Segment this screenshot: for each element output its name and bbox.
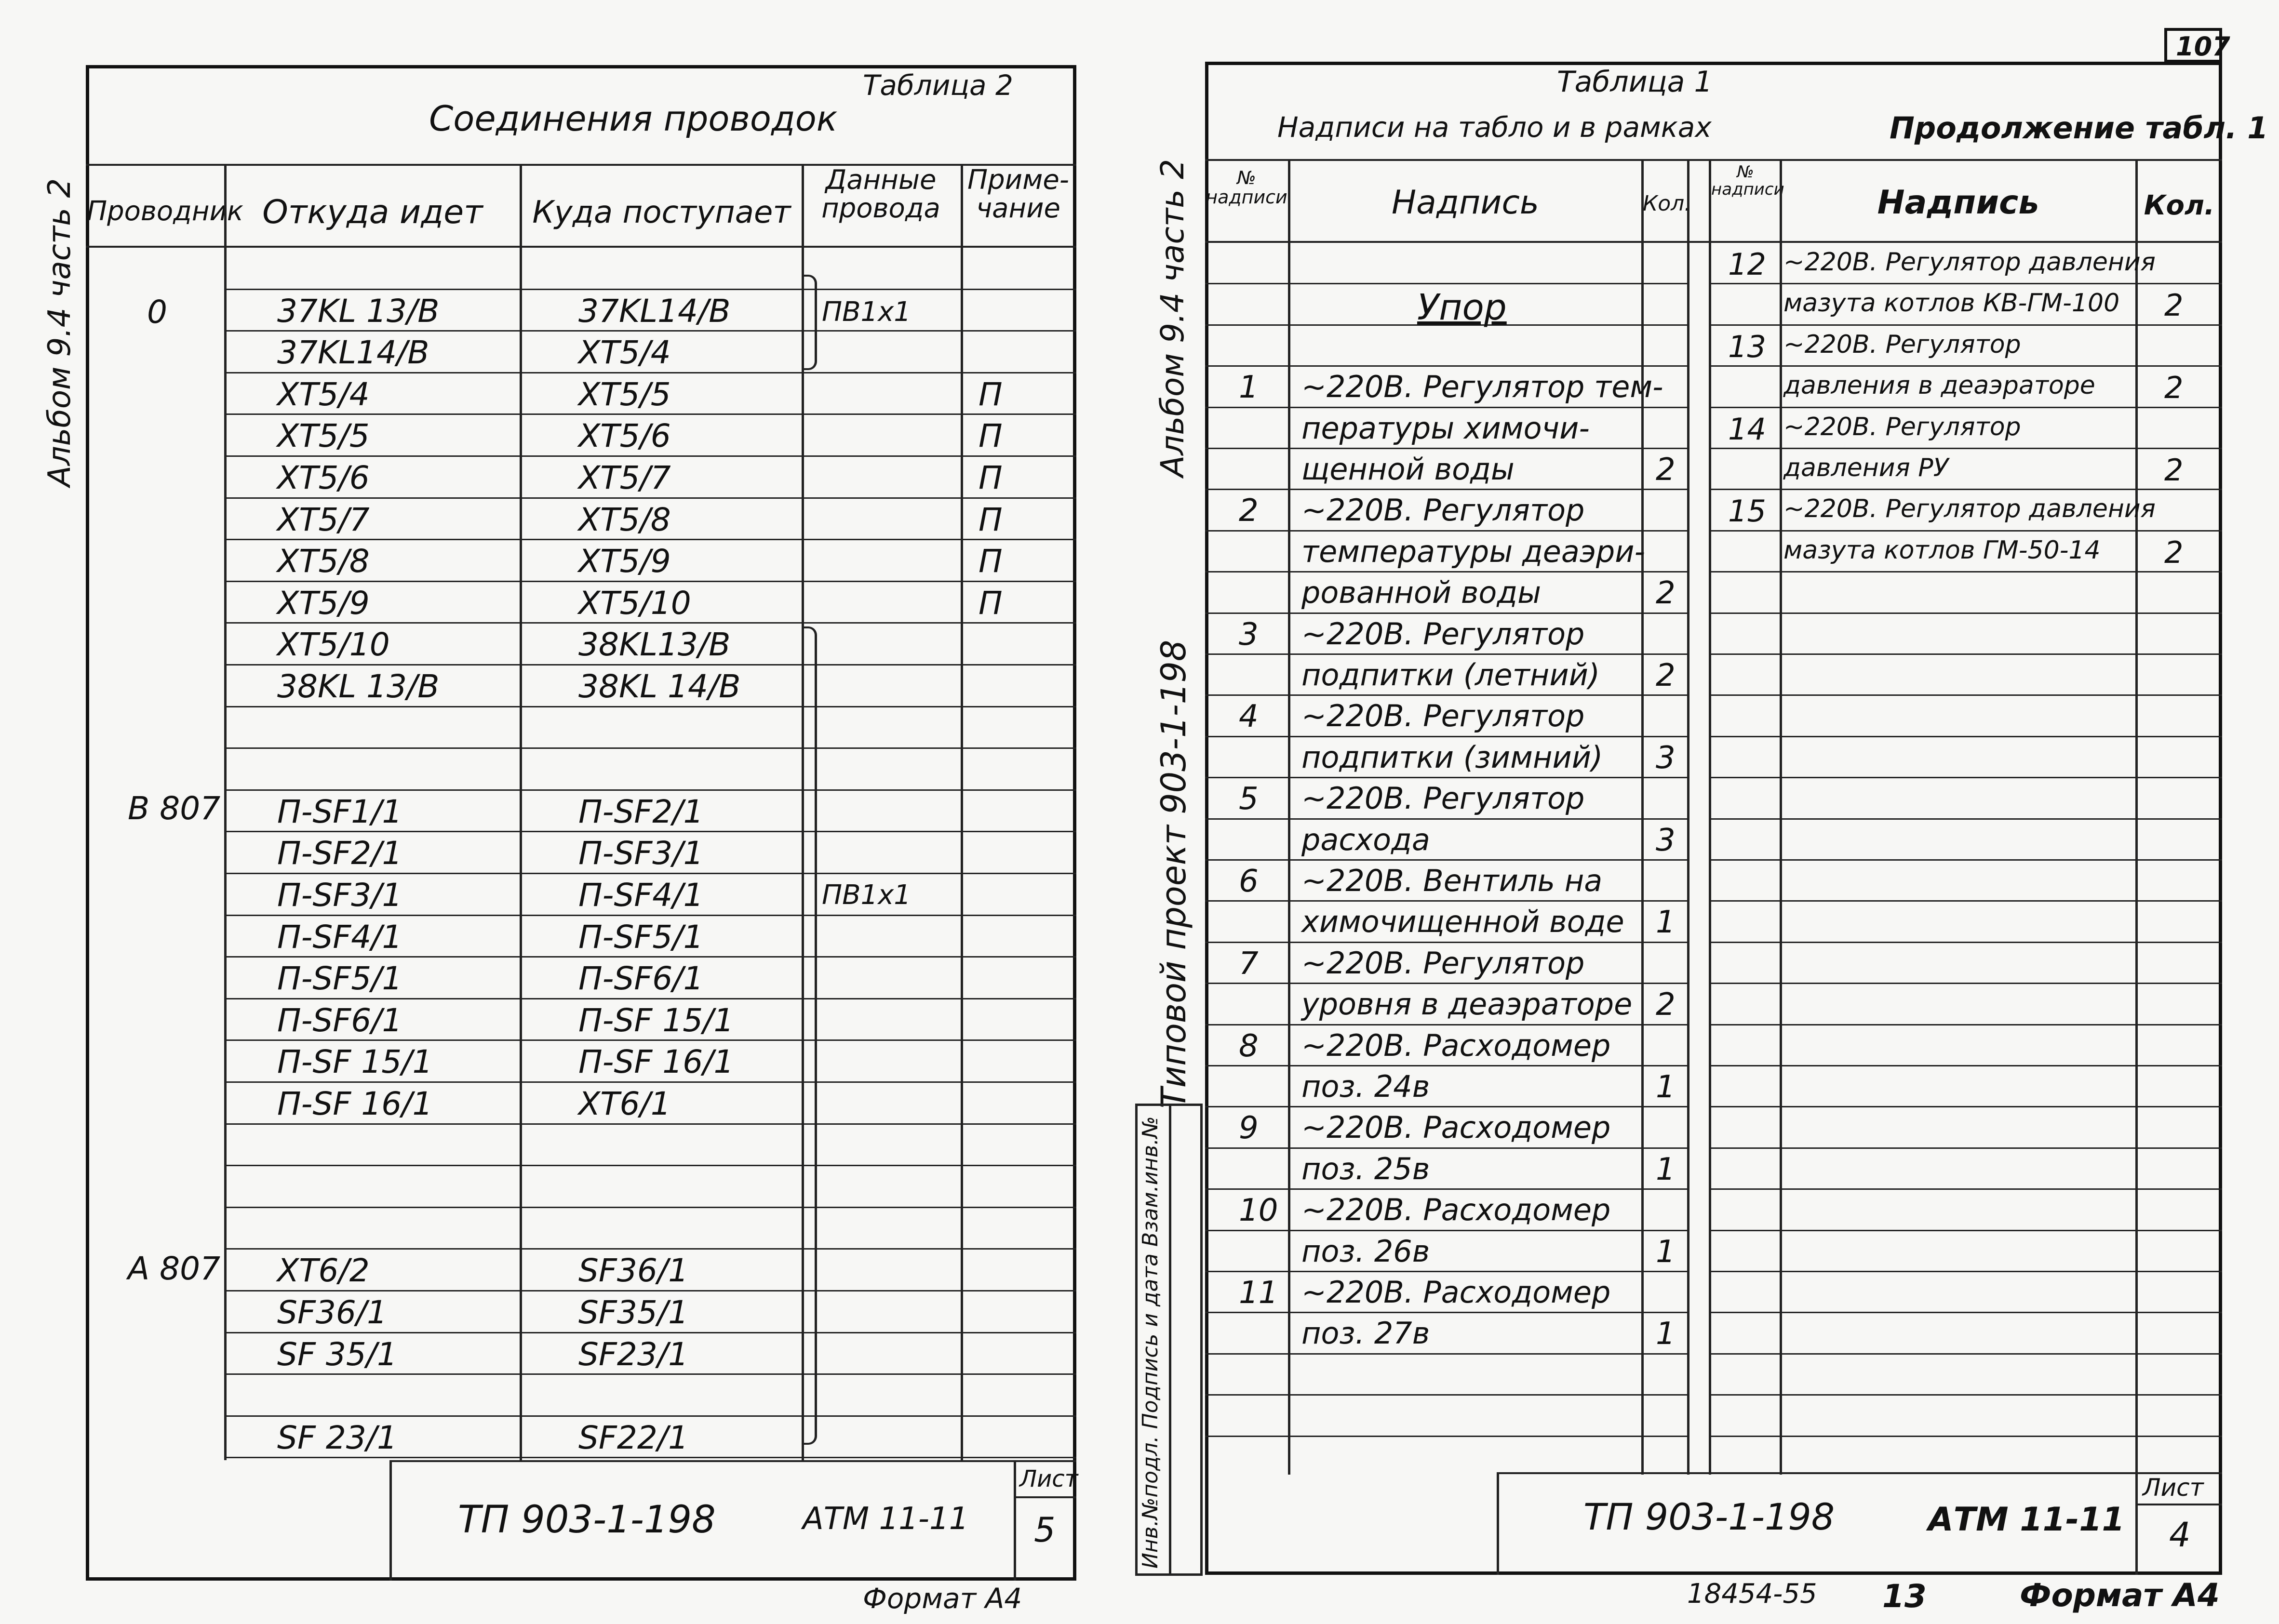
t2-row-5-text: давления РУ (1783, 453, 1949, 482)
t1-row-4-text: пературы химочи- (1301, 411, 1590, 446)
left-stamp-sheet-sep (1014, 1496, 1076, 1498)
wire-brace-1 (804, 275, 817, 370)
row-line (1709, 859, 2222, 861)
left-stamp-sheet-line (1014, 1460, 1016, 1581)
table-row-25-from: SF36/1 (277, 1294, 388, 1331)
right-stamp-sheet-number: 4 (2169, 1515, 2191, 1555)
table-row-19-from: П-SF 15/1 (277, 1043, 433, 1080)
t1-row-12-qty: 3 (1656, 740, 1676, 776)
row-line (1205, 571, 1687, 572)
table-row-4-to: XT5/6 (578, 417, 671, 454)
row-line (224, 1415, 1076, 1417)
row-line (224, 1290, 1076, 1291)
table-row-8-from: XT5/9 (277, 585, 370, 622)
right-header-top-line (1205, 159, 2222, 161)
row-line (224, 1207, 1076, 1208)
row-line (224, 1039, 1076, 1041)
table-row-14-to: П-SF3/1 (578, 835, 704, 872)
table-row-3-from: XT5/4 (277, 376, 370, 413)
row-line (224, 330, 1076, 332)
right-stamp-top-line (1497, 1472, 2222, 1474)
t1-row-15-text: ~220В. Вентиль на (1301, 863, 1603, 898)
right-table-caption: Таблица 1 (1557, 65, 1713, 99)
t2-row-6-num: 15 (1728, 493, 1766, 529)
col-header-wire: Данные провода (821, 164, 940, 224)
row-line (224, 539, 1076, 540)
table-row-4-note: П (979, 417, 1003, 454)
right-stamp-sheet-line (2135, 1472, 2138, 1575)
table-row-5-to: XT5/7 (578, 459, 671, 496)
row-line (224, 497, 1076, 499)
row-line (1205, 983, 1687, 984)
t1-row-16-qty: 1 (1656, 905, 1676, 940)
t1-row-25-num: 11 (1239, 1275, 1278, 1311)
table-row-4-from: XT5/5 (277, 417, 370, 454)
table-row-1-to: 37KL14/B (578, 293, 731, 330)
t1-row-14-qty: 3 (1656, 823, 1676, 858)
t1-row-18-text: уровня в деаэраторе (1301, 986, 1633, 1022)
row-line (1709, 489, 2222, 490)
row-line (224, 1457, 1076, 1458)
left-side-label: Альбом 9.4 часть 2 (42, 178, 78, 487)
t2-row-0-text: ~220В. Регулятор давления (1783, 248, 2156, 277)
table-row-10-from: 38KL 13/B (277, 668, 440, 705)
t1-row-3-num: 1 (1239, 370, 1259, 405)
col-header-from: Откуда идет (262, 193, 483, 231)
table-row-8-to: XT5/10 (578, 585, 691, 622)
row-line (224, 915, 1076, 916)
doc-number: 18454-55 (1687, 1578, 1817, 1610)
table-row-18-from: П-SF6/1 (277, 1002, 402, 1039)
t1-row-10-qty: 2 (1656, 658, 1676, 693)
row-line (1205, 1188, 1687, 1190)
left-col-sep-2 (520, 164, 522, 1460)
t1-row-3-text: ~220В. Регулятор тем- (1301, 369, 1663, 404)
row-line (224, 372, 1076, 373)
t1-row-19-text: ~220В. Расходомер (1301, 1028, 1611, 1063)
left-stamp-top-line (389, 1460, 1076, 1462)
row-line (1205, 1394, 1687, 1396)
table-row-26-to: SF23/1 (578, 1336, 689, 1373)
t1-row-8-text: рованной воды (1301, 575, 1542, 610)
table-row-3-note: П (979, 376, 1003, 413)
row-line (1205, 859, 1687, 861)
right-format-label: Формат А4 (2020, 1577, 2220, 1614)
t1-row-6-text: ~220В. Регулятор (1301, 493, 1585, 528)
row-line (1205, 1353, 1687, 1355)
row-line (1205, 818, 1687, 820)
left-stamp-project: ТП 903-1-198 (458, 1498, 716, 1542)
row-line (1205, 530, 1687, 532)
table-row-28-from: SF 23/1 (277, 1419, 398, 1456)
t1-col-sep-2 (1641, 159, 1644, 1475)
t1-row-21-text: ~220В. Расходомер (1301, 1110, 1611, 1145)
table-row-16-from: П-SF4/1 (277, 918, 402, 956)
sheet-number: 107 (2176, 31, 2230, 62)
row-line (1205, 1271, 1687, 1272)
wire-brace-2 (804, 626, 817, 1445)
right-side-label-bottom: Типовой проект 903-1-198 (1154, 639, 1193, 1108)
row-line (224, 1123, 1076, 1125)
row-line (1205, 448, 1687, 449)
t1-row-18-qty: 2 (1656, 987, 1676, 1023)
t1-row-19-num: 8 (1239, 1028, 1259, 1064)
t1-row-22-qty: 1 (1656, 1152, 1676, 1187)
row-line (1709, 1147, 2222, 1149)
t1-row-25-text: ~220В. Расходомер (1301, 1275, 1611, 1310)
t2-row-4-text: ~220В. Регулятор (1783, 413, 2021, 441)
t2-row-6-text: ~220В. Регулятор давления (1783, 494, 2156, 523)
t1-col-header-num: № надписи (1206, 167, 1287, 208)
row-line (224, 1248, 1076, 1250)
right-side-label-stamp: Инв.№подл. Подпись и дата Взам.инв.№ (1138, 1116, 1163, 1569)
left-margin-stamp-sep (1169, 1104, 1171, 1576)
table-row-19-to: П-SF 16/1 (578, 1043, 734, 1080)
t1-row-7-text: температуры деаэри- (1301, 534, 1645, 569)
row-line (1709, 653, 2222, 655)
t1-row-8-qty: 2 (1656, 575, 1676, 611)
t1-row-26-text: поз. 27в (1301, 1316, 1430, 1351)
row-line (224, 455, 1076, 457)
t2-row-2-text: ~220В. Регулятор (1783, 330, 2021, 359)
table-row-14-from: П-SF2/1 (277, 835, 402, 872)
table-row-17-from: П-SF5/1 (277, 960, 402, 997)
row-line (1709, 448, 2222, 449)
row-line (224, 1332, 1076, 1333)
page-number: 13 (1882, 1578, 1927, 1615)
table-row-1-from: 37KL 13/B (277, 293, 440, 330)
table-row-13-conductor: В 807 (128, 790, 221, 827)
t2-col-sep-1 (1780, 159, 1782, 1475)
t1-row-20-qty: 1 (1656, 1069, 1676, 1105)
row-line (1205, 1106, 1687, 1107)
row-line (1709, 612, 2222, 614)
row-line (1205, 1065, 1687, 1066)
row-line (1709, 1312, 2222, 1313)
t1-row-24-qty: 1 (1656, 1234, 1676, 1270)
right-table-title: Надписи на табло и в рамках (1277, 111, 1712, 144)
left-stamp-sheet-label: Лист (1019, 1465, 1078, 1492)
t2-col-header-text: Надпись (1877, 184, 2039, 222)
row-line (1205, 1147, 1687, 1149)
row-line (1205, 283, 1687, 284)
t1-row-11-text: ~220В. Регулятор (1301, 698, 1585, 733)
row-line (224, 789, 1076, 791)
table-row-6-to: XT5/8 (578, 501, 671, 538)
table-row-10-to: 38KL 14/B (578, 668, 741, 705)
table-row-24-to: SF36/1 (578, 1252, 689, 1289)
row-line (1205, 694, 1687, 696)
row-line (224, 956, 1076, 958)
row-line (1205, 942, 1687, 943)
table-row-15-to: П-SF4/1 (578, 877, 704, 914)
t2-col-sep-2 (2135, 159, 2138, 1475)
t2-row-3-qty: 2 (2164, 370, 2184, 405)
table-row-7-note: П (979, 543, 1003, 580)
table-row-1-conductor: 0 (147, 293, 167, 331)
row-line (1205, 612, 1687, 614)
t1-right-border (1687, 159, 1689, 1475)
left-table-title: Соединения проводок (429, 98, 838, 139)
table-row-6-note: П (979, 501, 1003, 538)
t1-col-header-text: Надпись (1392, 184, 1539, 222)
row-line (224, 873, 1076, 874)
row-line (1709, 1394, 2222, 1396)
left-stamp-sheet-number: 5 (1034, 1510, 1056, 1550)
t1-row-17-num: 7 (1239, 946, 1259, 982)
t1-row-23-num: 10 (1239, 1193, 1278, 1228)
row-line (1205, 1436, 1687, 1437)
left-stamp-code: АТМ 11-11 (803, 1501, 969, 1537)
table-row-20-to: XT6/1 (578, 1085, 671, 1122)
t1-row-9-num: 3 (1239, 617, 1259, 652)
t2-row-1-qty: 2 (2164, 288, 2184, 323)
table-row-9-from: XT5/10 (277, 626, 390, 663)
t2-row-0-num: 12 (1728, 247, 1766, 282)
row-line (1709, 530, 2222, 532)
row-line (1709, 407, 2222, 408)
table-row-9-to: 38KL13/B (578, 626, 731, 663)
left-header-bottom-line (86, 246, 1076, 248)
table-row-2-to: XT5/4 (578, 334, 671, 371)
table-row-16-to: П-SF5/1 (578, 918, 704, 956)
t2-row-2-num: 13 (1728, 329, 1766, 364)
t1-row-23-text: ~220В. Расходомер (1301, 1192, 1611, 1227)
right-stamp-project: ТП 903-1-198 (1583, 1495, 1835, 1538)
row-line (1205, 1312, 1687, 1313)
table-row-15-from: П-SF3/1 (277, 877, 402, 914)
t2-col-header-qty: Кол. (2144, 190, 2215, 221)
left-col-sep-1 (224, 164, 227, 1460)
t2-row-3-text: давления в деаэраторе (1783, 371, 2095, 400)
t1-row-17-text: ~220В. Регулятор (1301, 945, 1585, 981)
row-line (224, 1081, 1076, 1083)
row-line (224, 1165, 1076, 1166)
t1-row-1-text: Упор (1417, 287, 1507, 328)
wire-data-1: ПВ1х1 (822, 296, 911, 328)
row-line (1205, 1024, 1687, 1025)
table-row-20-from: П-SF 16/1 (277, 1085, 433, 1122)
t1-col-header-qty: Кол. (1643, 191, 1691, 216)
t1-row-16-text: химочищенной воде (1301, 904, 1624, 939)
row-line (224, 581, 1076, 582)
wire-data-2: ПВ1х1 (822, 879, 911, 911)
row-line (1709, 365, 2222, 367)
t1-row-5-text: щенной воды (1301, 452, 1515, 487)
row-line (1709, 983, 2222, 984)
row-line (1205, 407, 1687, 408)
sheet-number-box (2164, 28, 2230, 63)
table-row-13-to: П-SF2/1 (578, 793, 704, 830)
t1-row-10-text: подпитки (летний) (1301, 657, 1600, 692)
row-line (224, 664, 1076, 666)
row-line (1709, 324, 2222, 326)
left-format-label: Формат А4 (863, 1582, 1022, 1615)
t1-row-11-num: 4 (1239, 699, 1259, 734)
table-row-6-from: XT5/7 (277, 501, 370, 538)
t1-row-14-text: расхода (1301, 822, 1430, 857)
t2-col-header-num: № надписи (1711, 162, 1784, 199)
row-line (1709, 818, 2222, 820)
row-line (1709, 1436, 2222, 1437)
t1-row-21-num: 9 (1239, 1110, 1259, 1146)
row-line (1709, 283, 2222, 284)
row-line (1709, 1065, 2222, 1066)
row-line (224, 747, 1076, 749)
t2-row-7-text: мазута котлов ГМ-50-14 (1783, 536, 2101, 565)
t1-col-sep-1 (1288, 159, 1290, 1475)
t1-row-20-text: поз. 24в (1301, 1069, 1430, 1104)
row-line (1709, 694, 2222, 696)
row-line (1709, 900, 2222, 902)
row-line (224, 289, 1076, 290)
row-line (1205, 777, 1687, 778)
row-line (1709, 736, 2222, 737)
row-line (224, 998, 1076, 999)
row-line (1709, 777, 2222, 778)
t2-row-4-num: 14 (1728, 412, 1766, 447)
table-row-5-from: XT5/6 (277, 459, 370, 496)
row-line (1205, 489, 1687, 490)
row-line (224, 413, 1076, 415)
table-row-7-to: XT5/9 (578, 543, 671, 580)
right-stamp-sheet-label: Лист (2143, 1474, 2204, 1502)
right-stamp-sheet-sep (2135, 1504, 2222, 1505)
row-line (1205, 1230, 1687, 1231)
t1-row-22-text: поз. 25в (1301, 1151, 1430, 1186)
t1-row-6-num: 2 (1239, 493, 1259, 529)
table-row-26-from: SF 35/1 (277, 1336, 398, 1373)
t1-row-13-num: 5 (1239, 781, 1259, 817)
row-line (224, 831, 1076, 832)
t1-row-12-text: подпитки (зимний) (1301, 740, 1603, 775)
row-line (1709, 1024, 2222, 1025)
t2-row-7-qty: 2 (2164, 535, 2184, 570)
t1-row-24-text: поз. 26в (1301, 1234, 1430, 1269)
table-row-17-to: П-SF6/1 (578, 960, 704, 997)
row-line (224, 622, 1076, 624)
left-col-sep-4 (961, 164, 963, 1460)
right-side-label-top: Альбом 9.4 часть 2 (1154, 159, 1191, 477)
right-header-bottom-line (1205, 241, 2222, 243)
row-line (224, 1373, 1076, 1375)
table-row-24-from: XT6/2 (277, 1252, 370, 1289)
table-row-24-conductor: А 807 (128, 1250, 221, 1287)
row-line (1205, 365, 1687, 367)
table-row-25-to: SF35/1 (578, 1294, 689, 1331)
table-row-13-from: П-SF1/1 (277, 793, 402, 830)
row-line (1709, 1106, 2222, 1107)
t1-row-26-qty: 1 (1656, 1316, 1676, 1352)
left-table-caption: Таблица 2 (863, 69, 1013, 102)
col-header-to: Куда поступает (532, 195, 791, 230)
row-line (1709, 1230, 2222, 1231)
row-line (1205, 900, 1687, 902)
right-continuation: Продолжение табл. 1 (1890, 110, 2268, 146)
t1-row-15-num: 6 (1239, 864, 1259, 899)
row-line (1709, 942, 2222, 943)
row-line (1205, 653, 1687, 655)
table-row-18-to: П-SF 15/1 (578, 1002, 734, 1039)
t2-row-5-qty: 2 (2164, 453, 2184, 488)
table-row-3-to: XT5/5 (578, 376, 671, 413)
t1-row-9-text: ~220В. Регулятор (1301, 616, 1585, 652)
row-line (224, 706, 1076, 707)
right-stamp-code: АТМ 11-11 (1928, 1501, 2125, 1539)
row-line (1709, 571, 2222, 572)
col-header-conductor: Проводник (87, 196, 243, 227)
t1-row-13-text: ~220В. Регулятор (1301, 781, 1585, 816)
t2-left-border (1709, 159, 1711, 1475)
row-line (1709, 1271, 2222, 1272)
col-header-note: Приме- чание (967, 164, 1069, 224)
table-row-5-note: П (979, 459, 1003, 496)
t2-row-1-text: мазута котлов КВ-ГМ-100 (1783, 289, 2120, 318)
right-stamp-left-line (1497, 1472, 1499, 1575)
row-line (1709, 1353, 2222, 1355)
left-stamp-left-line (389, 1460, 392, 1581)
table-row-28-to: SF22/1 (578, 1419, 689, 1456)
table-row-2-from: 37KL14/B (277, 334, 429, 371)
table-row-7-from: XT5/8 (277, 543, 370, 580)
t1-row-5-qty: 2 (1656, 452, 1676, 488)
row-line (1709, 1188, 2222, 1190)
row-line (1205, 736, 1687, 737)
table-row-8-note: П (979, 585, 1003, 622)
